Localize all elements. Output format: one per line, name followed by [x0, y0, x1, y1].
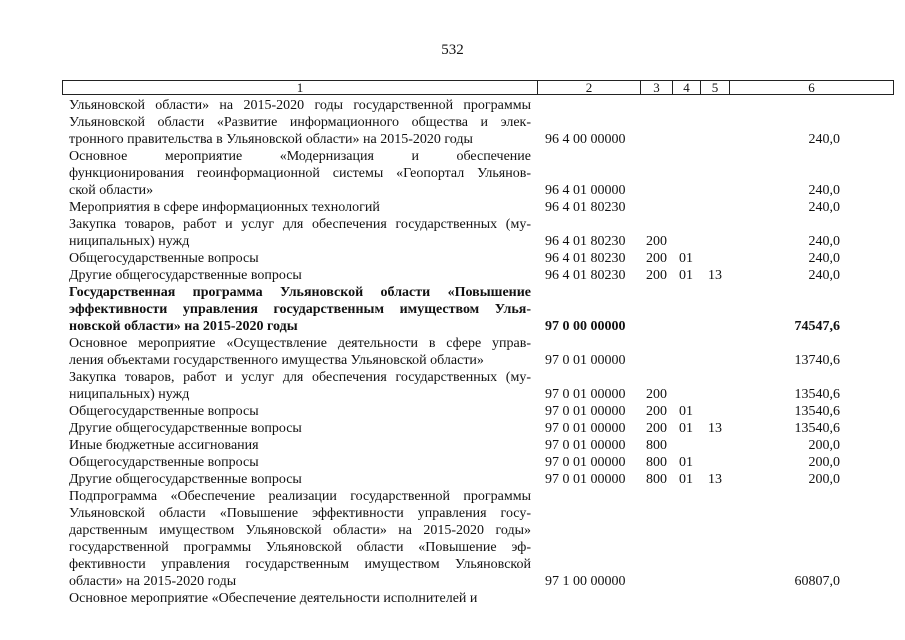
row-description	[69, 590, 531, 607]
target-article-code: 97 0 00 00000	[545, 319, 626, 334]
description-line: Ульяновской области «Развитие информационного общества и элек-	[69, 115, 531, 130]
amount: 200,0	[808, 438, 840, 453]
amount: 240,0	[808, 183, 840, 198]
amount: 13540,6	[794, 421, 840, 436]
amount: 13540,6	[794, 387, 840, 402]
description-line: государственной программы Ульяновской области «Повышение эф-	[69, 540, 531, 555]
target-article-code: 97 1 00 00000	[545, 574, 626, 589]
expense-type-code: 200	[646, 387, 667, 402]
row-description	[69, 97, 531, 148]
row-description	[69, 284, 531, 335]
amount: 200,0	[808, 455, 840, 470]
row-description	[69, 250, 531, 267]
row-description	[69, 420, 531, 437]
description-line: Основное мероприятие «Обеспечение деятельности исполнителей и	[69, 591, 478, 606]
description-line: ниципальных) нужд	[69, 234, 190, 249]
row-description	[69, 403, 531, 420]
row-description	[69, 471, 531, 488]
expense-type-code: 800	[646, 455, 667, 470]
amount: 200,0	[808, 472, 840, 487]
header-col-4: 4	[683, 80, 690, 95]
description-line: Другие общегосударственные вопросы	[69, 472, 302, 487]
amount: 240,0	[808, 251, 840, 266]
page-number: 532	[441, 42, 464, 58]
description-line: Другие общегосударственные вопросы	[69, 268, 302, 283]
table-row	[0, 488, 905, 590]
amount: 13540,6	[794, 404, 840, 419]
amount: 240,0	[808, 234, 840, 249]
description-line: ской области»	[69, 183, 154, 198]
description-line: функционирования геоинформационной системы «Геопортал Ульянов-	[69, 166, 531, 181]
target-article-code: 96 4 00 00000	[545, 132, 626, 147]
target-article-code: 96 4 01 80230	[545, 268, 626, 283]
subsection-code: 13	[708, 421, 722, 436]
target-article-code: 97 0 01 00000	[545, 353, 626, 368]
header-col-3: 3	[653, 80, 660, 95]
expense-type-code: 200	[646, 234, 667, 249]
table-row	[0, 437, 905, 454]
row-description	[69, 267, 531, 284]
target-article-code: 96 4 01 80230	[545, 234, 626, 249]
table-row	[0, 454, 905, 471]
subsection-code: 13	[708, 472, 722, 487]
budget-table-body	[0, 97, 905, 607]
amount: 74547,6	[794, 319, 840, 334]
description-line: Ульяновской области «Повышение эффективности управления госу-	[69, 506, 531, 521]
subsection-code: 13	[708, 268, 722, 283]
row-description	[69, 454, 531, 471]
description-line: Общегосударственные вопросы	[69, 251, 259, 266]
expense-type-code: 200	[646, 404, 667, 419]
expense-type-code: 200	[646, 421, 667, 436]
description-line: Ульяновской области» на 2015-2020 годы государственной программы	[69, 98, 531, 113]
row-description	[69, 199, 531, 216]
table-row	[0, 216, 905, 250]
table-row	[0, 148, 905, 199]
description-line: Иные бюджетные ассигнования	[69, 438, 259, 453]
target-article-code: 97 0 01 00000	[545, 472, 626, 487]
amount: 60807,0	[794, 574, 840, 589]
description-line: тронного правительства в Ульяновской области» на 2015-2020 годы	[69, 132, 473, 147]
row-description	[69, 369, 531, 403]
table-row	[0, 590, 905, 607]
target-article-code: 96 4 01 80230	[545, 251, 626, 266]
target-article-code: 97 0 01 00000	[545, 387, 626, 402]
description-line: Основное мероприятие «Модернизация и обеспечение	[69, 149, 531, 164]
description-line: эффективности управления государственным имуществом Улья-	[69, 302, 531, 317]
description-line: Общегосударственные вопросы	[69, 404, 259, 419]
target-article-code: 96 4 01 00000	[545, 183, 626, 198]
header-col-2: 2	[585, 80, 593, 95]
amount: 240,0	[808, 132, 840, 147]
section-code: 01	[679, 421, 693, 436]
target-article-code: 97 0 01 00000	[545, 438, 626, 453]
description-line: Закупка товаров, работ и услуг для обеспечения государственных (му-	[69, 370, 531, 385]
description-line: Государственная программа Ульяновской области «Повышение	[69, 285, 531, 300]
expense-type-code: 200	[646, 251, 667, 266]
table-row	[0, 97, 905, 148]
table-row	[0, 403, 905, 420]
expense-type-code: 800	[646, 472, 667, 487]
table-row	[0, 250, 905, 267]
description-line: Общегосударственные вопросы	[69, 455, 259, 470]
row-description	[69, 335, 531, 369]
description-line: ниципальных) нужд	[69, 387, 190, 402]
section-code: 01	[679, 404, 693, 419]
table-row	[0, 471, 905, 488]
row-description	[69, 216, 531, 250]
section-code: 01	[679, 268, 693, 283]
header-col-1: 1	[296, 80, 304, 95]
amount: 13740,6	[794, 353, 840, 368]
row-description	[69, 437, 531, 454]
row-description	[69, 488, 531, 590]
description-line: Другие общегосударственные вопросы	[69, 421, 302, 436]
description-line: Мероприятия в сфере информационных технологий	[69, 200, 380, 215]
table-row	[0, 369, 905, 403]
amount: 240,0	[808, 200, 840, 215]
description-line: Подпрограмма «Обеспечение реализации государственной программы	[69, 489, 531, 504]
table-row	[0, 267, 905, 284]
description-line: ления объектами государственного имущества Ульяновской области»	[69, 353, 484, 368]
description-line: новской области» на 2015-2020 годы	[69, 319, 298, 334]
table-row	[0, 199, 905, 216]
description-line: фективности управления государственным имуществом Ульяновской	[69, 557, 531, 572]
target-article-code: 97 0 01 00000	[545, 421, 626, 436]
amount: 240,0	[808, 268, 840, 283]
header-col-6: 6	[808, 80, 815, 95]
expense-type-code: 200	[646, 268, 667, 283]
table-row	[0, 284, 905, 335]
target-article-code: 97 0 01 00000	[545, 455, 626, 470]
description-line: Основное мероприятие «Осуществление деятельности в сфере управ-	[69, 336, 531, 351]
header-col-5: 5	[711, 80, 719, 95]
row-description	[69, 148, 531, 199]
section-code: 01	[679, 251, 693, 266]
section-code: 01	[679, 455, 693, 470]
target-article-code: 97 0 01 00000	[545, 404, 626, 419]
section-code: 01	[679, 472, 693, 487]
description-line: дарственным имуществом Ульяновской области» на 2015-2020 годы»	[69, 523, 531, 538]
expense-type-code: 800	[646, 438, 667, 453]
table-header	[62, 80, 894, 95]
table-row	[0, 420, 905, 437]
target-article-code: 96 4 01 80230	[545, 200, 626, 215]
description-line: Закупка товаров, работ и услуг для обеспечения государственных (му-	[69, 217, 531, 232]
table-row	[0, 335, 905, 369]
description-line: области» на 2015-2020 годы	[69, 574, 237, 589]
